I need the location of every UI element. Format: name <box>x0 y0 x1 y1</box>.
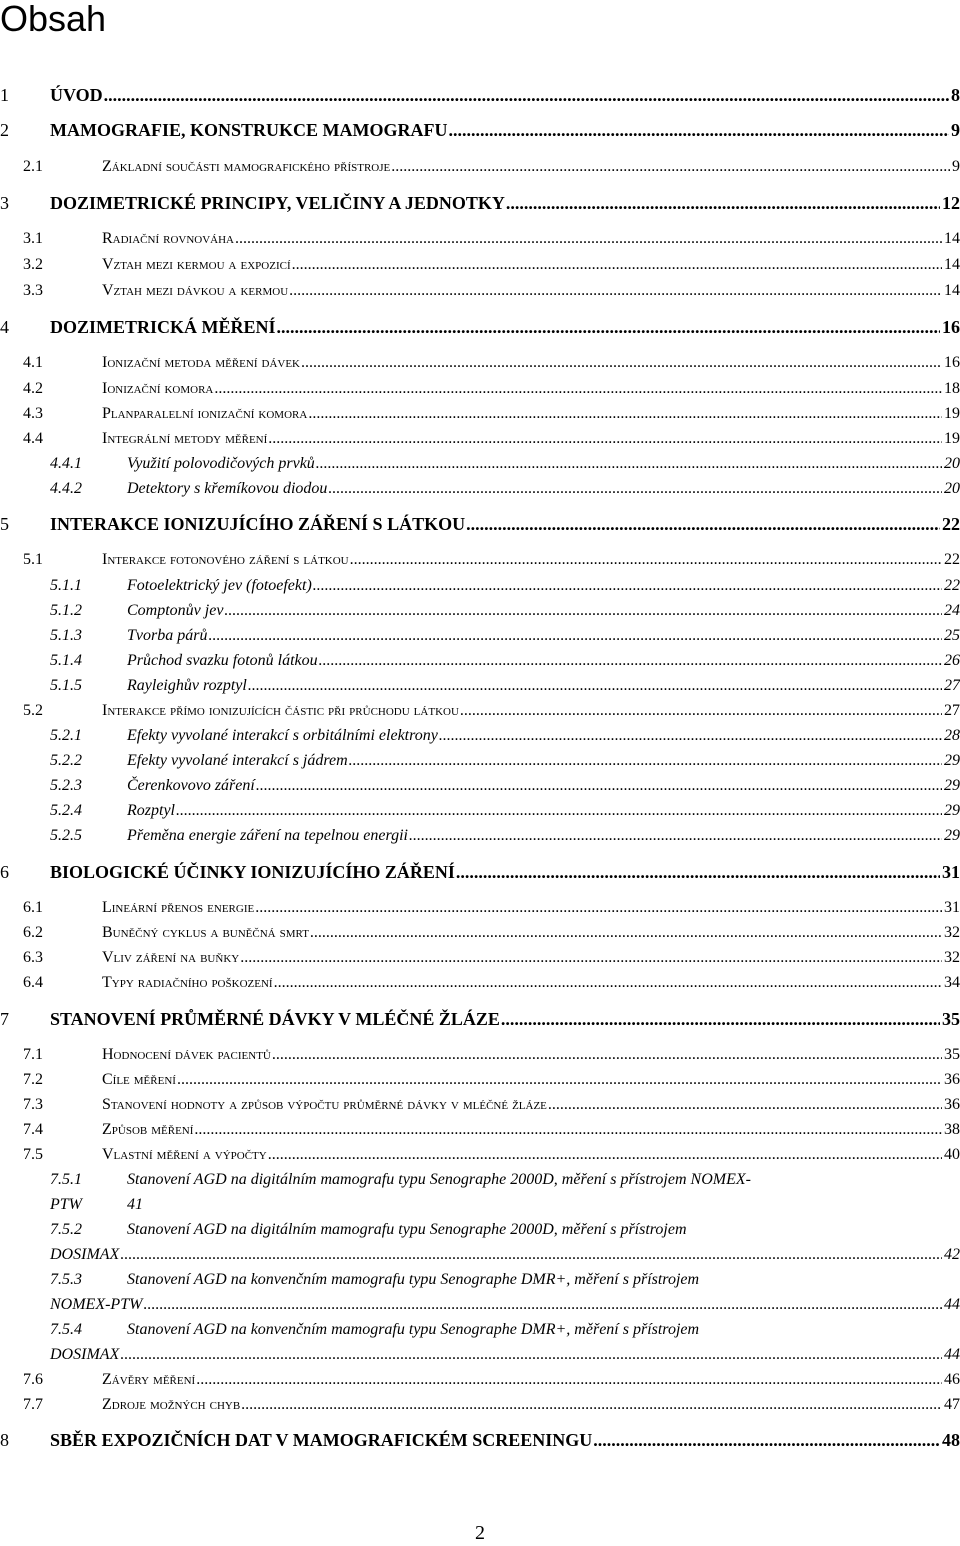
toc-entry-7-7[interactable] <box>0 1396 960 1414</box>
dot-leader <box>272 1046 942 1064</box>
toc-number: 7.5.3 <box>50 1271 82 1288</box>
toc-page: 27 <box>944 677 960 694</box>
toc-number: 2 <box>0 120 9 140</box>
toc-label: Zdroje možných chyb <box>102 1396 241 1413</box>
toc-entry-5-1-1[interactable] <box>0 577 960 595</box>
toc-entry-5-2-1[interactable] <box>0 727 960 745</box>
toc-label: Radiační rovnováha <box>102 230 234 247</box>
toc-entry-4-1[interactable] <box>0 354 960 372</box>
toc-entry-6-2[interactable] <box>0 924 960 942</box>
toc-entry-3-2[interactable] <box>0 256 960 274</box>
toc-number: 7.4 <box>23 1121 43 1138</box>
toc-entry-5-2[interactable] <box>0 702 960 720</box>
dot-leader <box>409 827 942 845</box>
toc-page: 41 <box>127 1196 143 1213</box>
toc-entry-5-2-3[interactable] <box>0 777 960 795</box>
toc-label: Efekty vyvolané interakcí s orbitálními elektrony <box>127 727 438 744</box>
dot-leader <box>208 627 942 645</box>
toc-entry-4[interactable] <box>0 317 960 338</box>
toc-label: BIOLOGICKÉ ÚČINKY IONIZUJÍCÍHO ZÁŘENÍ <box>50 862 455 882</box>
dot-leader <box>277 317 940 338</box>
dot-leader <box>255 899 942 917</box>
toc-number: 5.1.1 <box>50 577 82 594</box>
toc-number: 5.1.2 <box>50 602 82 619</box>
toc-entry-4-2[interactable] <box>0 380 960 398</box>
dot-leader <box>143 1296 942 1314</box>
toc-entry-1[interactable] <box>0 85 960 106</box>
toc-page: 14 <box>944 230 960 247</box>
toc-entry-5-2-4[interactable] <box>0 802 960 820</box>
toc-label-continuation: DOSIMAX <box>50 1246 120 1263</box>
toc-label: Tvorba párů <box>127 627 208 644</box>
toc-label: Fotoelektrický jev (fotoefekt) <box>127 577 312 594</box>
toc-label: Vztah mezi dávkou a kermou <box>102 282 289 299</box>
dot-leader <box>466 514 940 535</box>
toc-number: 1 <box>0 85 9 105</box>
toc-page: 25 <box>944 627 960 644</box>
toc-number: 5.2.5 <box>50 827 82 844</box>
toc-page: 24 <box>944 602 960 619</box>
toc-entry-5-2-2[interactable] <box>0 752 960 770</box>
toc-page: 9 <box>951 120 960 140</box>
toc-page: 29 <box>944 827 960 844</box>
toc-number: 4.4.2 <box>50 480 82 497</box>
toc-number: 6.4 <box>23 974 43 991</box>
toc-entry-7-5-2-continuation[interactable] <box>50 1246 960 1264</box>
toc-label: STANOVENÍ PRŮMĚRNÉ DÁVKY V MLÉČNÉ ŽLÁZE <box>50 1009 500 1029</box>
toc-entry-5-2-5[interactable] <box>0 827 960 845</box>
toc-label: Hodnocení dávek pacientů <box>102 1046 271 1063</box>
toc-label: Základní součásti mamografického přístroje <box>102 158 391 175</box>
toc-page: 19 <box>944 430 960 447</box>
toc-page: 20 <box>944 455 960 472</box>
toc-number: 3.1 <box>23 230 43 247</box>
dot-leader <box>319 652 942 670</box>
toc-page: 28 <box>944 727 960 744</box>
toc-entry-7-5-1-continuation[interactable] <box>50 1196 960 1214</box>
toc-entry-8[interactable] <box>0 1430 960 1451</box>
dot-leader <box>241 1396 942 1414</box>
toc-number: 7.5.2 <box>50 1221 82 1238</box>
toc-entry-6-3[interactable] <box>0 949 960 967</box>
toc-label: SBĚR EXPOZIČNÍCH DAT V MAMOGRAFICKÉM SCREENINGU <box>50 1430 593 1450</box>
toc-entry-5[interactable] <box>0 514 960 535</box>
toc-entry-7-1[interactable] <box>0 1046 960 1064</box>
toc-label-continuation: DOSIMAX <box>50 1346 120 1363</box>
dot-leader <box>456 862 940 883</box>
toc-entry-4-3[interactable] <box>0 405 960 423</box>
dot-leader <box>256 777 942 795</box>
dot-leader <box>316 455 942 473</box>
toc-label: Průchod svazku fotonů látkou <box>127 652 318 669</box>
dot-leader <box>501 1009 940 1030</box>
toc-label: Detektory s křemíkovou diodou <box>127 480 328 497</box>
dot-leader <box>274 974 942 992</box>
dot-leader <box>350 551 942 569</box>
toc-label: INTERAKCE IONIZUJÍCÍHO ZÁŘENÍ S LÁTKOU <box>50 514 466 534</box>
dot-leader <box>506 193 940 214</box>
toc-page: 38 <box>944 1121 960 1138</box>
toc-number: 2.1 <box>23 158 43 175</box>
toc-label: Stanovení AGD na digitálním mamografu typu Senographe 2000D, měření s přístrojem <box>127 1221 687 1238</box>
toc-page: 16 <box>942 317 960 337</box>
toc-label: Stanovení AGD na digitálním mamografu typu Senographe 2000D, měření s přístrojem NOMEX- <box>127 1171 751 1188</box>
toc-page: 32 <box>944 924 960 941</box>
toc-entry-7-2[interactable] <box>0 1071 960 1089</box>
toc-page: 14 <box>944 282 960 299</box>
toc-label: DOZIMETRICKÁ MĚŘENÍ <box>50 317 276 337</box>
toc-page: 9 <box>952 158 960 175</box>
toc-number: 7 <box>0 1009 9 1029</box>
dot-leader <box>214 380 942 398</box>
toc-label: Rozptyl <box>127 802 175 819</box>
toc-entry-7-5-3-continuation[interactable] <box>50 1296 960 1314</box>
dot-leader <box>310 924 942 942</box>
dot-leader <box>104 85 949 106</box>
toc-entry-5-1-2[interactable] <box>0 602 960 620</box>
toc-number: 8 <box>0 1430 9 1450</box>
toc-number: 5.2.2 <box>50 752 82 769</box>
toc-label: Závěry měření <box>102 1371 196 1388</box>
toc-label: Ionizační komora <box>102 380 214 397</box>
toc-label: Využití polovodičových prvků <box>127 455 315 472</box>
toc-number: 7.1 <box>23 1046 43 1063</box>
toc-number: 7.5.4 <box>50 1321 82 1338</box>
dot-leader <box>240 949 942 967</box>
toc-page: 31 <box>942 862 960 882</box>
dot-leader <box>292 256 942 274</box>
toc-page: 42 <box>944 1246 960 1263</box>
toc-page: 22 <box>944 551 960 568</box>
page-title: Obsah <box>0 0 107 39</box>
dot-leader <box>349 752 942 770</box>
toc-page: 29 <box>944 752 960 769</box>
toc-number: 3 <box>0 193 9 213</box>
toc-label-continuation: PTW <box>50 1196 82 1213</box>
toc-page: 47 <box>944 1396 960 1413</box>
dot-leader <box>120 1346 942 1364</box>
toc-entry-7-3[interactable] <box>0 1096 960 1114</box>
toc-page: 29 <box>944 777 960 794</box>
toc-number: 7.5 <box>23 1146 43 1163</box>
toc-number: 5.2.3 <box>50 777 82 794</box>
toc-label: Lineární přenos energie <box>102 899 255 916</box>
dot-leader <box>176 802 942 820</box>
toc-entry-7-5-4[interactable] <box>0 1321 960 1339</box>
toc-page: 46 <box>944 1371 960 1388</box>
toc-entry-3[interactable] <box>0 193 960 214</box>
toc-label: Vlastní měření a výpočty <box>102 1146 267 1163</box>
toc-page: 12 <box>942 193 960 213</box>
page-number: 2 <box>475 1522 485 1544</box>
toc-number: 5.1.3 <box>50 627 82 644</box>
toc-page: 35 <box>944 1046 960 1063</box>
toc-page: 20 <box>944 480 960 497</box>
toc-number: 5.1.5 <box>50 677 82 694</box>
toc-label-continuation: NOMEX-PTW <box>50 1296 143 1313</box>
toc-page: 35 <box>942 1009 960 1029</box>
toc-label: Vztah mezi kermou a expozicí <box>102 256 291 273</box>
toc-entry-3-3[interactable] <box>0 282 960 300</box>
toc-label: Comptonův jev <box>127 602 224 619</box>
toc-page: 34 <box>944 974 960 991</box>
toc-label: Čerenkovovo záření <box>127 777 255 794</box>
toc-label: Interakce přímo ionizujících částic při průchodu látkou <box>102 702 459 719</box>
toc-entry-5-1-4[interactable] <box>0 652 960 670</box>
toc-number: 3.2 <box>23 256 43 273</box>
toc-number: 4.4.1 <box>50 455 82 472</box>
dot-leader <box>248 677 942 695</box>
dot-leader <box>448 120 949 141</box>
toc-entry-2-1[interactable] <box>0 158 960 176</box>
dot-leader <box>224 602 942 620</box>
dot-leader <box>268 1146 942 1164</box>
toc-number: 5 <box>0 514 9 534</box>
dot-leader <box>120 1246 942 1264</box>
toc-page: 26 <box>944 652 960 669</box>
toc-entry-6-4[interactable] <box>0 974 960 992</box>
toc-page: 16 <box>944 354 960 371</box>
toc-page: 22 <box>944 577 960 594</box>
toc-label: Vliv záření na buňky <box>102 949 240 966</box>
toc-label: Stanovení AGD na konvenčním mamografu typu Senographe DMR+, měření s přístrojem <box>127 1271 700 1288</box>
toc-page: 27 <box>944 702 960 719</box>
toc-entry-5-1-5[interactable] <box>0 677 960 695</box>
toc-number: 7.7 <box>23 1396 43 1413</box>
toc-label: Ionizační metoda měření dávek <box>102 354 300 371</box>
dot-leader <box>593 1430 940 1451</box>
dot-leader <box>391 158 950 176</box>
toc-page: 36 <box>944 1071 960 1088</box>
dot-leader <box>460 702 942 720</box>
toc-number: 7.3 <box>23 1096 43 1113</box>
dot-leader <box>177 1071 942 1089</box>
toc-page: 44 <box>944 1296 960 1313</box>
toc-entry-4-4-2[interactable] <box>0 480 960 498</box>
toc-label: Interakce fotonového záření s látkou <box>102 551 349 568</box>
toc-number: 4.4 <box>23 430 43 447</box>
toc-label: Integrální metody měření <box>102 430 268 447</box>
toc-number: 3.3 <box>23 282 43 299</box>
toc-label: Způsob měření <box>102 1121 194 1138</box>
toc-number: 7.5.1 <box>50 1171 82 1188</box>
toc-number: 6 <box>0 862 9 882</box>
toc-page: 29 <box>944 802 960 819</box>
toc-page: 32 <box>944 949 960 966</box>
toc-label: MAMOGRAFIE, KONSTRUKCE MAMOGRAFU <box>50 120 448 140</box>
toc-label: Buněčný cyklus a buněčná smrt <box>102 924 309 941</box>
toc-entry-5-1-3[interactable] <box>0 627 960 645</box>
toc-page: 14 <box>944 256 960 273</box>
toc-page: 36 <box>944 1096 960 1113</box>
toc-label: Efekty vyvolané interakcí s jádrem <box>127 752 348 769</box>
toc-entry-3-1[interactable] <box>0 230 960 248</box>
toc-page: 18 <box>944 380 960 397</box>
toc-number: 5.2 <box>23 702 43 719</box>
dot-leader <box>328 480 942 498</box>
toc-label: Stanovení AGD na konvenčním mamografu typu Senographe DMR+, měření s přístrojem <box>127 1321 700 1338</box>
dot-leader <box>268 430 942 448</box>
toc-entry-7-5-3[interactable] <box>0 1271 960 1289</box>
toc-number: 4 <box>0 317 9 337</box>
toc-entry-7-4[interactable] <box>0 1121 960 1139</box>
toc-label: Typy radiačního poškození <box>102 974 273 991</box>
toc-page: 48 <box>942 1430 960 1450</box>
toc-entry-4-4-1[interactable] <box>0 455 960 473</box>
toc-number: 5.1.4 <box>50 652 82 669</box>
toc-page: 8 <box>951 85 960 105</box>
toc-number: 6.2 <box>23 924 43 941</box>
toc-number: 4.1 <box>23 354 43 371</box>
toc-number: 5.2.1 <box>50 727 82 744</box>
toc-label: ÚVOD <box>50 85 103 105</box>
toc-label: Cíle měření <box>102 1071 176 1088</box>
toc-label: Stanovení hodnoty a způsob výpočtu průměrné dávky v mléčné žláze <box>102 1096 547 1113</box>
toc-number: 4.3 <box>23 405 43 422</box>
toc-number: 6.1 <box>23 899 43 916</box>
toc-entry-6-1[interactable] <box>0 899 960 917</box>
toc-page: 40 <box>944 1146 960 1163</box>
dot-leader <box>548 1096 942 1114</box>
toc-entry-7-5-2[interactable] <box>0 1221 960 1239</box>
toc-entry-7-5[interactable] <box>0 1146 960 1164</box>
toc-entry-7[interactable] <box>0 1009 960 1030</box>
dot-leader <box>289 282 942 300</box>
toc-entry-4-4[interactable] <box>0 430 960 448</box>
toc-entry-7-5-4-continuation[interactable] <box>50 1346 960 1364</box>
toc-number: 4.2 <box>23 380 43 397</box>
toc-entry-5-1[interactable] <box>0 551 960 569</box>
toc-number: 7.2 <box>23 1071 43 1088</box>
toc-page: 31 <box>944 899 960 916</box>
toc-page: 22 <box>942 514 960 534</box>
toc-page: 44 <box>944 1346 960 1363</box>
dot-leader <box>301 354 942 372</box>
toc-label: Planparalelní ionizační komora <box>102 405 308 422</box>
dot-leader <box>308 405 942 423</box>
dot-leader <box>196 1371 942 1389</box>
toc-number: 5.1 <box>23 551 43 568</box>
toc-entry-2[interactable] <box>0 120 960 141</box>
dot-leader <box>235 230 942 248</box>
toc-label: Rayleighův rozptyl <box>127 677 247 694</box>
toc-number: 5.2.4 <box>50 802 82 819</box>
dot-leader <box>194 1121 942 1139</box>
toc-entry-6[interactable] <box>0 862 960 883</box>
toc-page: 19 <box>944 405 960 422</box>
toc-number: 7.6 <box>23 1371 43 1388</box>
toc-entry-7-6[interactable] <box>0 1371 960 1389</box>
toc-entry-7-5-1[interactable] <box>0 1171 960 1189</box>
dot-leader <box>439 727 942 745</box>
dot-leader <box>313 577 942 595</box>
toc-label: Přeměna energie záření na tepelnou energii <box>127 827 408 844</box>
toc-number: 6.3 <box>23 949 43 966</box>
toc-label: DOZIMETRICKÉ PRINCIPY, VELIČINY A JEDNOTKY <box>50 193 505 213</box>
